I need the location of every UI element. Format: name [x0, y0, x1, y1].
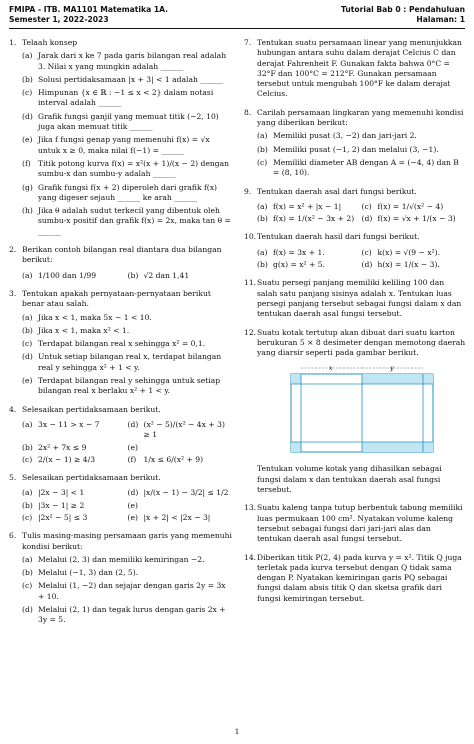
shaded-corner [291, 374, 301, 384]
sub-text: f(x) = 1/√(x² − 4) [377, 201, 444, 211]
sub-text: |x/(x − 1) − 3/2| ≤ 1/2 [143, 488, 229, 498]
sub-label: (a) [22, 554, 33, 564]
sub-item [22, 339, 233, 349]
sub-text: Untuk setiap bilangan real x, terdapat bilangan real y sehingga x² + 1 < y. [38, 352, 222, 372]
question-text: Tentukan suatu persamaan linear yang menunjukkan hubungan antara suhu dalam derajat Celcius C dan derajat Fahrenheit F. Gunakan fakta bahwa 0°C = 32°F dan 100°C = 212°F. Gunakan persamaan tersebut untuk mengubah 100°F ke dalam derajat Celcius. [257, 38, 462, 99]
sub-label: (c) [22, 454, 33, 464]
question-13 [244, 503, 466, 544]
sub-label: (g) [22, 182, 33, 192]
box-net-figure [287, 364, 437, 456]
sub-text: Solusi pertidaksamaan |x + 3| < 1 adalah ______ [38, 74, 224, 84]
sub-label: (d) [361, 260, 373, 270]
sub-text: |x + 2| < |2x − 3| [143, 512, 211, 522]
shaded-strip [362, 442, 423, 452]
sub-text: |2x − 3| < 1 [38, 488, 85, 498]
sub-item [22, 271, 128, 281]
sub-label: (b) [257, 144, 268, 154]
shaded-corner [423, 442, 433, 452]
sub-item [22, 488, 128, 498]
sub-grid [22, 486, 233, 523]
sub-label: (c) [257, 157, 268, 167]
sub-label: (c) [22, 581, 33, 591]
sub-item [257, 158, 466, 179]
sub-text: 1/100 dan 1/99 [38, 270, 97, 280]
sub-label: (b) [127, 270, 139, 280]
sub-text: h(x) = 1/(x − 3). [377, 260, 440, 270]
sub-item [362, 248, 467, 258]
question-number: 8. [244, 107, 252, 117]
sub-text: Jika θ adalah sudut terkecil yang dibentuk oleh sumbu-x positif dan grafik f(x) = 2x, maka tan θ = ______ [38, 206, 231, 236]
sub-item [257, 248, 362, 258]
sub-text: Melalui (−1, 3) dan (2, 5). [38, 568, 139, 578]
sub-text: Jika x < 1, maka x² < 1. [38, 325, 130, 335]
sub-text: Terdapat bilangan real x sehingga x² = 0,1. [38, 339, 206, 349]
sub-text: √2 dan 1,41 [143, 270, 190, 280]
question-14 [244, 553, 466, 604]
question-2 [9, 245, 233, 281]
sub-label: (a) [22, 488, 33, 498]
sub-label: (b) [22, 568, 33, 578]
sub-text: Melalui (1, −2) dan sejajar dengan garis 2y = 3x + 10. [38, 581, 226, 601]
sub-item [22, 159, 233, 180]
sub-item [128, 443, 234, 453]
sub-item [22, 420, 128, 441]
sub-item [128, 488, 234, 498]
sub-text: Grafik fungsi f(x + 2) diperoleh dari grafik f(x) yang digeser sejauh ______ ke arah ______ [38, 182, 218, 202]
sub-item [22, 313, 233, 323]
sub-label: (a) [257, 247, 268, 257]
question-number: 4. [9, 404, 17, 414]
shaded-corner [423, 374, 433, 384]
question-intro: Tulis masing-masing persamaan garis yang memenuhi kondisi berikut: [22, 531, 232, 551]
sub-text: |2x² − 5| ≤ 3 [38, 512, 88, 522]
question-3 [9, 289, 233, 397]
sub-item [22, 51, 233, 72]
sub-text: f(x) = x² + |x − 1| [273, 201, 342, 211]
sub-item [257, 145, 466, 155]
shaded-strip [362, 374, 423, 384]
sub-label: (d) [361, 214, 373, 224]
sub-label: (a) [22, 312, 33, 322]
sub-text: (x² − 5)/(x² − 4x + 3) ≥ 1 [143, 419, 225, 440]
question-10 [244, 232, 466, 270]
question-9 [244, 187, 466, 225]
sub-label: (e) [22, 376, 33, 386]
sub-label: (f) [127, 454, 137, 464]
question-number: 5. [9, 473, 17, 483]
sub-item [22, 455, 128, 465]
sub-label: (e) [127, 512, 138, 522]
sub-text: 1/x ≤ 6/(x² + 9) [143, 454, 204, 464]
page-number-header: Halaman: 1 [416, 15, 465, 24]
sub-label: (b) [257, 260, 268, 270]
sub-grid [257, 200, 466, 225]
question-intro: Tentukan daerah hasil dari fungsi berikut. [257, 232, 420, 242]
question-number: 9. [244, 186, 252, 196]
label-x: x [329, 365, 333, 373]
sub-item [128, 455, 234, 465]
sub-grid [257, 246, 466, 271]
question-intro: Selesaikan pertidaksamaan berikut. [22, 473, 161, 483]
sub-grid [22, 269, 233, 281]
sub-label: (b) [22, 500, 33, 510]
sub-item [22, 376, 233, 397]
sub-item [22, 88, 233, 109]
sub-text: Himpunan {x ∈ ℝ : −1 ≤ x < 2} dalam notasi interval adalah ______ [38, 88, 214, 108]
sub-item [362, 214, 467, 224]
sub-text: 2/(x − 1) ≥ 4/3 [38, 454, 96, 464]
question-intro: Selesaikan pertidaksamaan berikut. [22, 404, 161, 414]
sub-text: f(x) = √x + 1/(x − 3) [377, 214, 456, 224]
question-11 [244, 278, 466, 319]
sub-item [22, 605, 233, 626]
sub-text: Grafik fungsi ganjil yang memuat titik (−2, 10) juga akan memuat titik ______ [38, 111, 219, 132]
question-number: 12. [244, 327, 257, 337]
cardboard-net-diagram [287, 364, 437, 456]
sub-text: 3x − 11 > x − 7 [38, 419, 100, 429]
sub-item [22, 568, 233, 578]
sub-item [22, 581, 233, 602]
question-intro: Carilah persamaan lingkaran yang memenuhi kondisi yang diberikan berikut: [257, 107, 464, 128]
sub-text: Jika f fungsi genap yang memenuhi f(x) = √x untuk x ≥ 0, maka nilai f(−1) = ______ [38, 135, 210, 155]
question-5 [9, 473, 233, 523]
sub-text: Titik potong kurva f(x) = x²(x + 1)/(x − 2) dengan sumbu-x dan sumbu-y adalah ______ [38, 158, 230, 179]
sub-item [22, 326, 233, 336]
sub-item [257, 214, 362, 224]
question-text: Diberikan titik P(2, 4) pada kurva y = x². Titik Q juga terletak pada kurva tersebut dengan Q tidak sama dengan P. Nyatakan kemiringan garis PQ sebagai fungsi dalam absis titik Q dan sketsa grafik dari fungsi kemiringan tersebut. [257, 552, 462, 603]
sub-text: 2x² + 7x ≤ 9 [38, 442, 87, 452]
question-intro: Berikan contoh bilangan real diantara dua bilangan berikut: [22, 245, 222, 265]
sub-label: (b) [22, 74, 33, 84]
sub-item [362, 202, 467, 212]
sub-label: (d) [22, 352, 33, 362]
sub-item [22, 501, 128, 511]
sub-label: (d) [22, 111, 33, 121]
question-1 [9, 38, 233, 237]
sub-item [22, 555, 233, 565]
sub-item [257, 202, 362, 212]
question-intro: Telaah konsep [22, 38, 78, 47]
question-number: 3. [9, 288, 17, 298]
sub-item [22, 183, 233, 204]
question-text-after-figure: Tentukan volume kotak yang dihasilkan sebagai fungsi dalam x dan tentukan daerah asal fungsi tersebut. [257, 464, 442, 495]
question-text: Suatu kotak tertutup akan dibuat dari suatu karton berukuran 5 × 8 desimeter dengan memotong daerah yang diarsir seperti pada gambar berikut. [257, 327, 466, 358]
sub-label: (e) [127, 500, 138, 510]
sub-text: f(x) = 1/(x² − 3x + 2) [273, 214, 355, 224]
question-12 [244, 328, 466, 496]
label-y: y [390, 365, 394, 373]
sub-text: Memiliki diameter AB dengan A = (−4, 4) dan B = (8, 10). [273, 157, 459, 178]
left-column [9, 38, 233, 634]
sub-label: (c) [22, 88, 33, 98]
sub-text: Memiliki pusat (3, −2) dan jari-jari 2. [273, 131, 417, 141]
sub-text: g(x) = x² + 5. [273, 260, 326, 270]
sub-label: (c) [361, 201, 372, 211]
question-text: Suatu kaleng tanpa tutup berbentuk tabung memiliki luas permukaan 100 cm². Nyatakan volume kaleng tersebut sebagai fungsi dari jari-jari alas dan tentukan daerah asal fungsi tersebut. [257, 503, 463, 544]
sub-label: (e) [22, 135, 33, 145]
sub-item [22, 352, 233, 373]
sub-item [257, 260, 362, 270]
sub-text: Melalui (2, 1) dan tegak lurus dengan garis 2x + 3y = 5. [38, 605, 226, 625]
sub-text: Memiliki pusat (−1, 2) dan melalui (3, −1). [273, 144, 439, 154]
sub-label: (c) [22, 339, 33, 349]
sub-item [22, 75, 233, 85]
sub-item [22, 443, 128, 453]
question-number: 1. [9, 38, 17, 47]
sub-text: Jarak dari x ke 7 pada garis bilangan real adalah 3. Nilai x yang mungkin adalah ______ [38, 51, 227, 71]
question-number: 13. [244, 503, 257, 513]
sub-item [128, 501, 234, 511]
sub-text: Jika x < 1, maka 5x − 1 < 10. [38, 312, 152, 322]
sub-label: (b) [22, 325, 33, 335]
sub-label: (a) [22, 51, 33, 61]
sub-grid [22, 418, 233, 465]
semester: Semester 1, 2022-2023 [9, 15, 109, 24]
question-number: 11. [244, 278, 257, 288]
sub-label: (a) [257, 201, 268, 211]
question-intro: Tentukan apakah pernyataan-pernyataan berikut benar atau salah. [22, 288, 211, 309]
question-number: 7. [244, 38, 252, 47]
sub-label: (d) [22, 605, 33, 615]
sub-label: (d) [127, 488, 139, 498]
question-number: 14. [244, 552, 257, 562]
question-number: 6. [9, 531, 17, 541]
right-column [244, 38, 466, 612]
course-title: FMIPA - ITB. MA1101 Matematika 1A. [9, 5, 169, 14]
sub-item [22, 135, 233, 156]
sub-item [257, 131, 466, 141]
sub-text: Melalui (2, 3) dan memiliki kemiringan −2. [38, 554, 205, 564]
sub-text: k(x) = √(9 − x²). [377, 247, 441, 257]
tutorial-title: Tutorial Bab 0 : Pendahuluan [341, 5, 465, 14]
sub-item [128, 420, 234, 441]
question-text: Suatu persegi panjang memiliki keliling 100 dan salah satu panjang sisinya adalah x. Tentukan luas persegi panjang tersebut sebagai fungsi dalam x dan tentukan daerah asal fungsi tersebut. [257, 278, 462, 319]
sub-item [128, 513, 234, 523]
question-6 [9, 531, 233, 625]
sub-label: (b) [257, 214, 268, 224]
sub-item [22, 206, 233, 237]
question-number: 2. [9, 245, 17, 255]
sub-item [22, 112, 233, 133]
sub-label: (c) [22, 512, 33, 522]
sub-label: (f) [22, 158, 31, 168]
sub-label: (a) [22, 419, 33, 429]
header-right [341, 5, 465, 25]
sub-item [128, 271, 234, 281]
sub-item [362, 260, 467, 270]
sub-label: (d) [127, 419, 139, 429]
sub-text: f(x) = 3x + 1. [273, 247, 325, 257]
sub-label: (b) [22, 442, 33, 452]
header-rule [9, 28, 465, 29]
sub-label: (c) [361, 247, 372, 257]
question-4 [9, 405, 233, 465]
shaded-corner [291, 442, 301, 452]
question-8 [244, 108, 466, 179]
sub-label: (e) [127, 442, 138, 452]
question-intro: Tentukan daerah asal dari fungsi berikut. [257, 186, 417, 196]
sub-label: (a) [22, 270, 33, 280]
question-7 [244, 38, 466, 100]
sub-label: (a) [257, 131, 268, 141]
sub-text: Terdapat bilangan real y sehingga untuk setiap bilangan real x berlaku x² + 1 < y. [38, 376, 221, 396]
question-number: 10. [244, 232, 257, 242]
page-footer-number: 1 [234, 727, 240, 736]
sub-label: (h) [22, 206, 33, 216]
sub-item [22, 513, 128, 523]
sub-text: |3x − 1| ≥ 2 [38, 500, 85, 510]
header-left [9, 5, 168, 25]
